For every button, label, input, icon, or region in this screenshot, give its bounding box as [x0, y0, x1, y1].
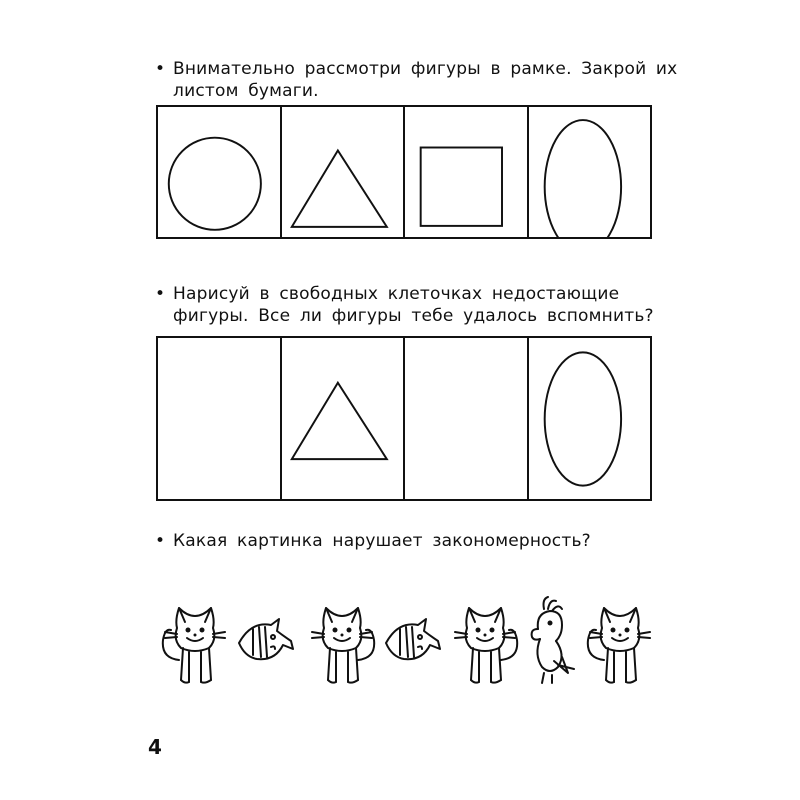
- fish-icon[interactable]: [382, 615, 442, 670]
- oval-icon: [529, 107, 651, 237]
- pattern-row: [150, 590, 660, 690]
- oval-icon: [529, 338, 651, 499]
- fish-icon[interactable]: [235, 615, 295, 670]
- cell-triangle: [282, 107, 406, 237]
- cell-oval: [529, 338, 651, 499]
- cat-icon[interactable]: [445, 600, 525, 690]
- triangle-icon: [282, 107, 404, 237]
- bullet: •: [155, 531, 166, 551]
- parrot-icon[interactable]: [522, 595, 578, 690]
- task-1-line-1: Внимательно рассмотри фигуры в рамке. Закрой их: [173, 59, 678, 79]
- cell-circle: [158, 107, 282, 237]
- shapes-frame-2: [156, 336, 652, 501]
- cell-square: [405, 107, 529, 237]
- cell-empty-1[interactable]: [158, 338, 282, 499]
- task-2-line-1: Нарисуй в свободных клеточках недостающие: [173, 284, 620, 304]
- task-1-line-2: листом бумаги.: [173, 81, 319, 101]
- cell-empty-2[interactable]: [405, 338, 529, 499]
- shapes-frame-1: [156, 105, 652, 239]
- task-1-instruction: [155, 58, 677, 102]
- cat-icon[interactable]: [302, 600, 382, 690]
- circle-icon: [158, 107, 280, 237]
- page-number: 4: [148, 735, 162, 759]
- bullet: •: [155, 284, 166, 304]
- task-2-line-2: фигуры. Все ли фигуры тебе удалось вспомнить?: [173, 306, 654, 326]
- bullet: •: [155, 59, 166, 79]
- square-icon: [405, 107, 527, 237]
- cat-icon[interactable]: [580, 600, 660, 690]
- cat-icon[interactable]: [155, 600, 235, 690]
- cell-triangle: [282, 338, 406, 499]
- cell-oval: [529, 107, 651, 237]
- task-2-instruction: [155, 283, 654, 327]
- task-3-instruction: [155, 530, 591, 552]
- triangle-icon: [282, 338, 404, 499]
- task-3-line-1: Какая картинка нарушает закономерность?: [173, 531, 591, 551]
